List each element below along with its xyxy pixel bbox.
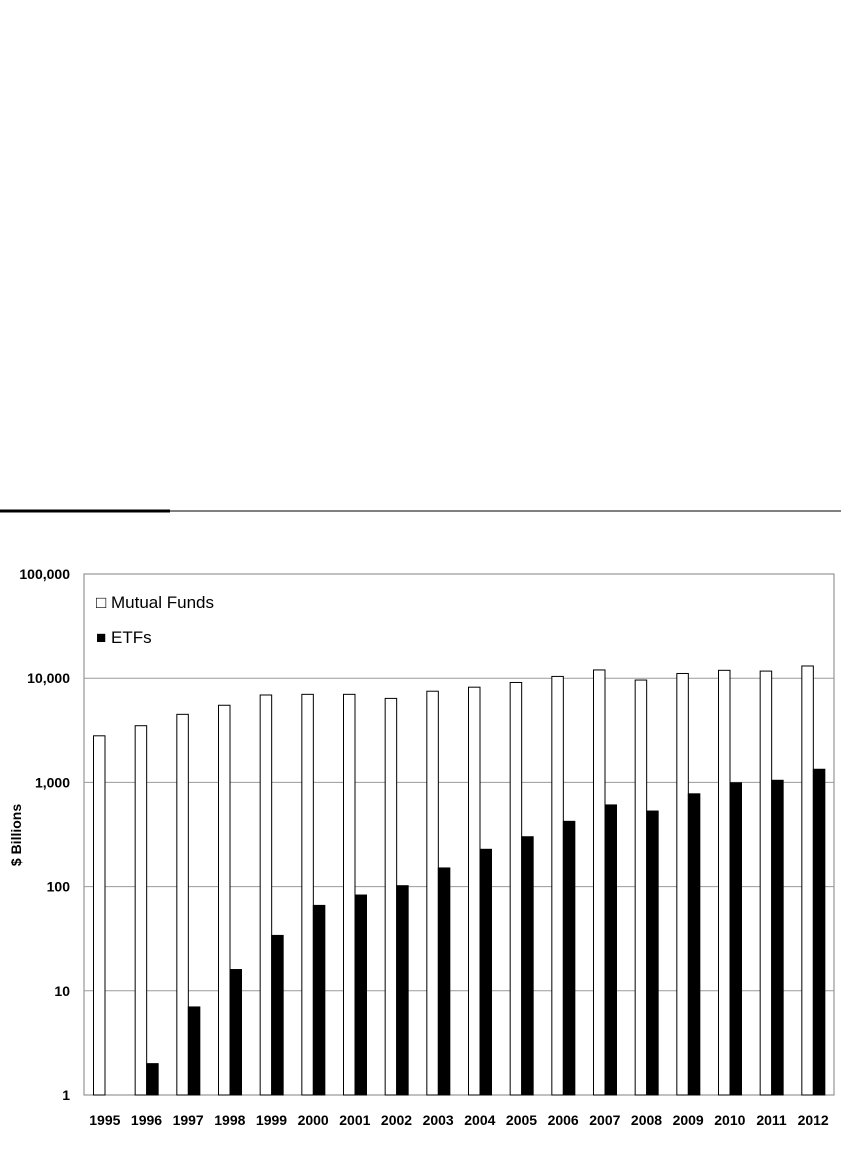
bar-etfs bbox=[605, 805, 617, 1095]
bar-etfs bbox=[272, 935, 284, 1095]
x-tick-label: 2000 bbox=[297, 1112, 329, 1128]
bar-etfs bbox=[730, 783, 742, 1095]
legend-etfs: ■ ETFs bbox=[96, 628, 152, 647]
bar-mutual-funds bbox=[260, 695, 272, 1095]
bar-etfs bbox=[688, 794, 700, 1095]
bar-mutual-funds bbox=[510, 682, 521, 1095]
x-tick-label: 2004 bbox=[464, 1112, 496, 1128]
x-tick-label: 1996 bbox=[130, 1112, 163, 1128]
y-tick-label: 10,000 bbox=[27, 670, 70, 687]
x-tick-label: 2008 bbox=[630, 1112, 663, 1128]
x-tick-label: 2009 bbox=[672, 1112, 704, 1128]
legend bbox=[96, 593, 214, 647]
y-axis-ticks bbox=[19, 566, 70, 1103]
x-tick-label: 2012 bbox=[797, 1112, 829, 1128]
x-tick-label: 2003 bbox=[422, 1112, 454, 1128]
x-axis-ticks bbox=[89, 1112, 829, 1128]
bar-etfs bbox=[355, 895, 367, 1095]
bar-etfs bbox=[772, 780, 784, 1095]
y-tick-label: 1,000 bbox=[34, 774, 70, 791]
x-tick-label: 1995 bbox=[89, 1112, 121, 1128]
bar-mutual-funds bbox=[135, 726, 147, 1095]
y-axis-title: $ Billions bbox=[8, 803, 24, 867]
bar-etfs bbox=[438, 868, 450, 1095]
bar-etfs bbox=[188, 1007, 200, 1095]
bar-mutual-funds bbox=[94, 736, 106, 1095]
bar-mutual-funds bbox=[760, 671, 772, 1095]
bar-mutual-funds bbox=[427, 691, 439, 1095]
x-tick-label: 2006 bbox=[547, 1112, 579, 1128]
bar-mutual-funds bbox=[385, 698, 397, 1095]
bar-mutual-funds bbox=[594, 670, 606, 1095]
y-tick-label: 100 bbox=[46, 878, 70, 895]
x-tick-label: 2007 bbox=[589, 1112, 621, 1128]
x-tick-label: 2011 bbox=[756, 1112, 787, 1128]
x-tick-label: 1998 bbox=[214, 1112, 246, 1128]
bar-mutual-funds bbox=[802, 666, 814, 1095]
bar-mutual-funds bbox=[219, 705, 231, 1095]
y-tick-label: 100,000 bbox=[19, 566, 70, 582]
x-tick-label: 1997 bbox=[172, 1112, 204, 1128]
bar-etfs bbox=[147, 1064, 159, 1095]
bar-etfs bbox=[522, 837, 534, 1095]
bar-mutual-funds bbox=[469, 687, 481, 1095]
bars bbox=[94, 666, 825, 1095]
bar-etfs bbox=[397, 886, 409, 1095]
legend-mutual-funds: □ Mutual Funds bbox=[96, 593, 214, 612]
bar-etfs bbox=[647, 811, 659, 1095]
bar-mutual-funds bbox=[344, 694, 356, 1095]
bar-mutual-funds bbox=[177, 714, 189, 1095]
y-tick-label: 1 bbox=[62, 1087, 70, 1103]
bar-mutual-funds bbox=[719, 670, 731, 1095]
bar-etfs bbox=[480, 849, 492, 1095]
y-tick-label: 10 bbox=[54, 982, 70, 999]
x-tick-label: 2005 bbox=[505, 1112, 538, 1128]
bar-mutual-funds bbox=[552, 676, 564, 1095]
x-tick-label: 2010 bbox=[714, 1112, 746, 1128]
bar-mutual-funds bbox=[302, 694, 314, 1095]
bar-etfs bbox=[563, 821, 575, 1095]
x-tick-label: 2002 bbox=[380, 1112, 413, 1128]
x-tick-label: 1999 bbox=[255, 1112, 288, 1128]
bar-etfs bbox=[313, 905, 325, 1095]
x-tick-label: 2001 bbox=[339, 1112, 371, 1128]
bar-mutual-funds bbox=[635, 680, 647, 1095]
bar-mutual-funds bbox=[677, 673, 689, 1095]
bar-etfs bbox=[230, 970, 242, 1095]
bar-etfs bbox=[813, 769, 825, 1095]
